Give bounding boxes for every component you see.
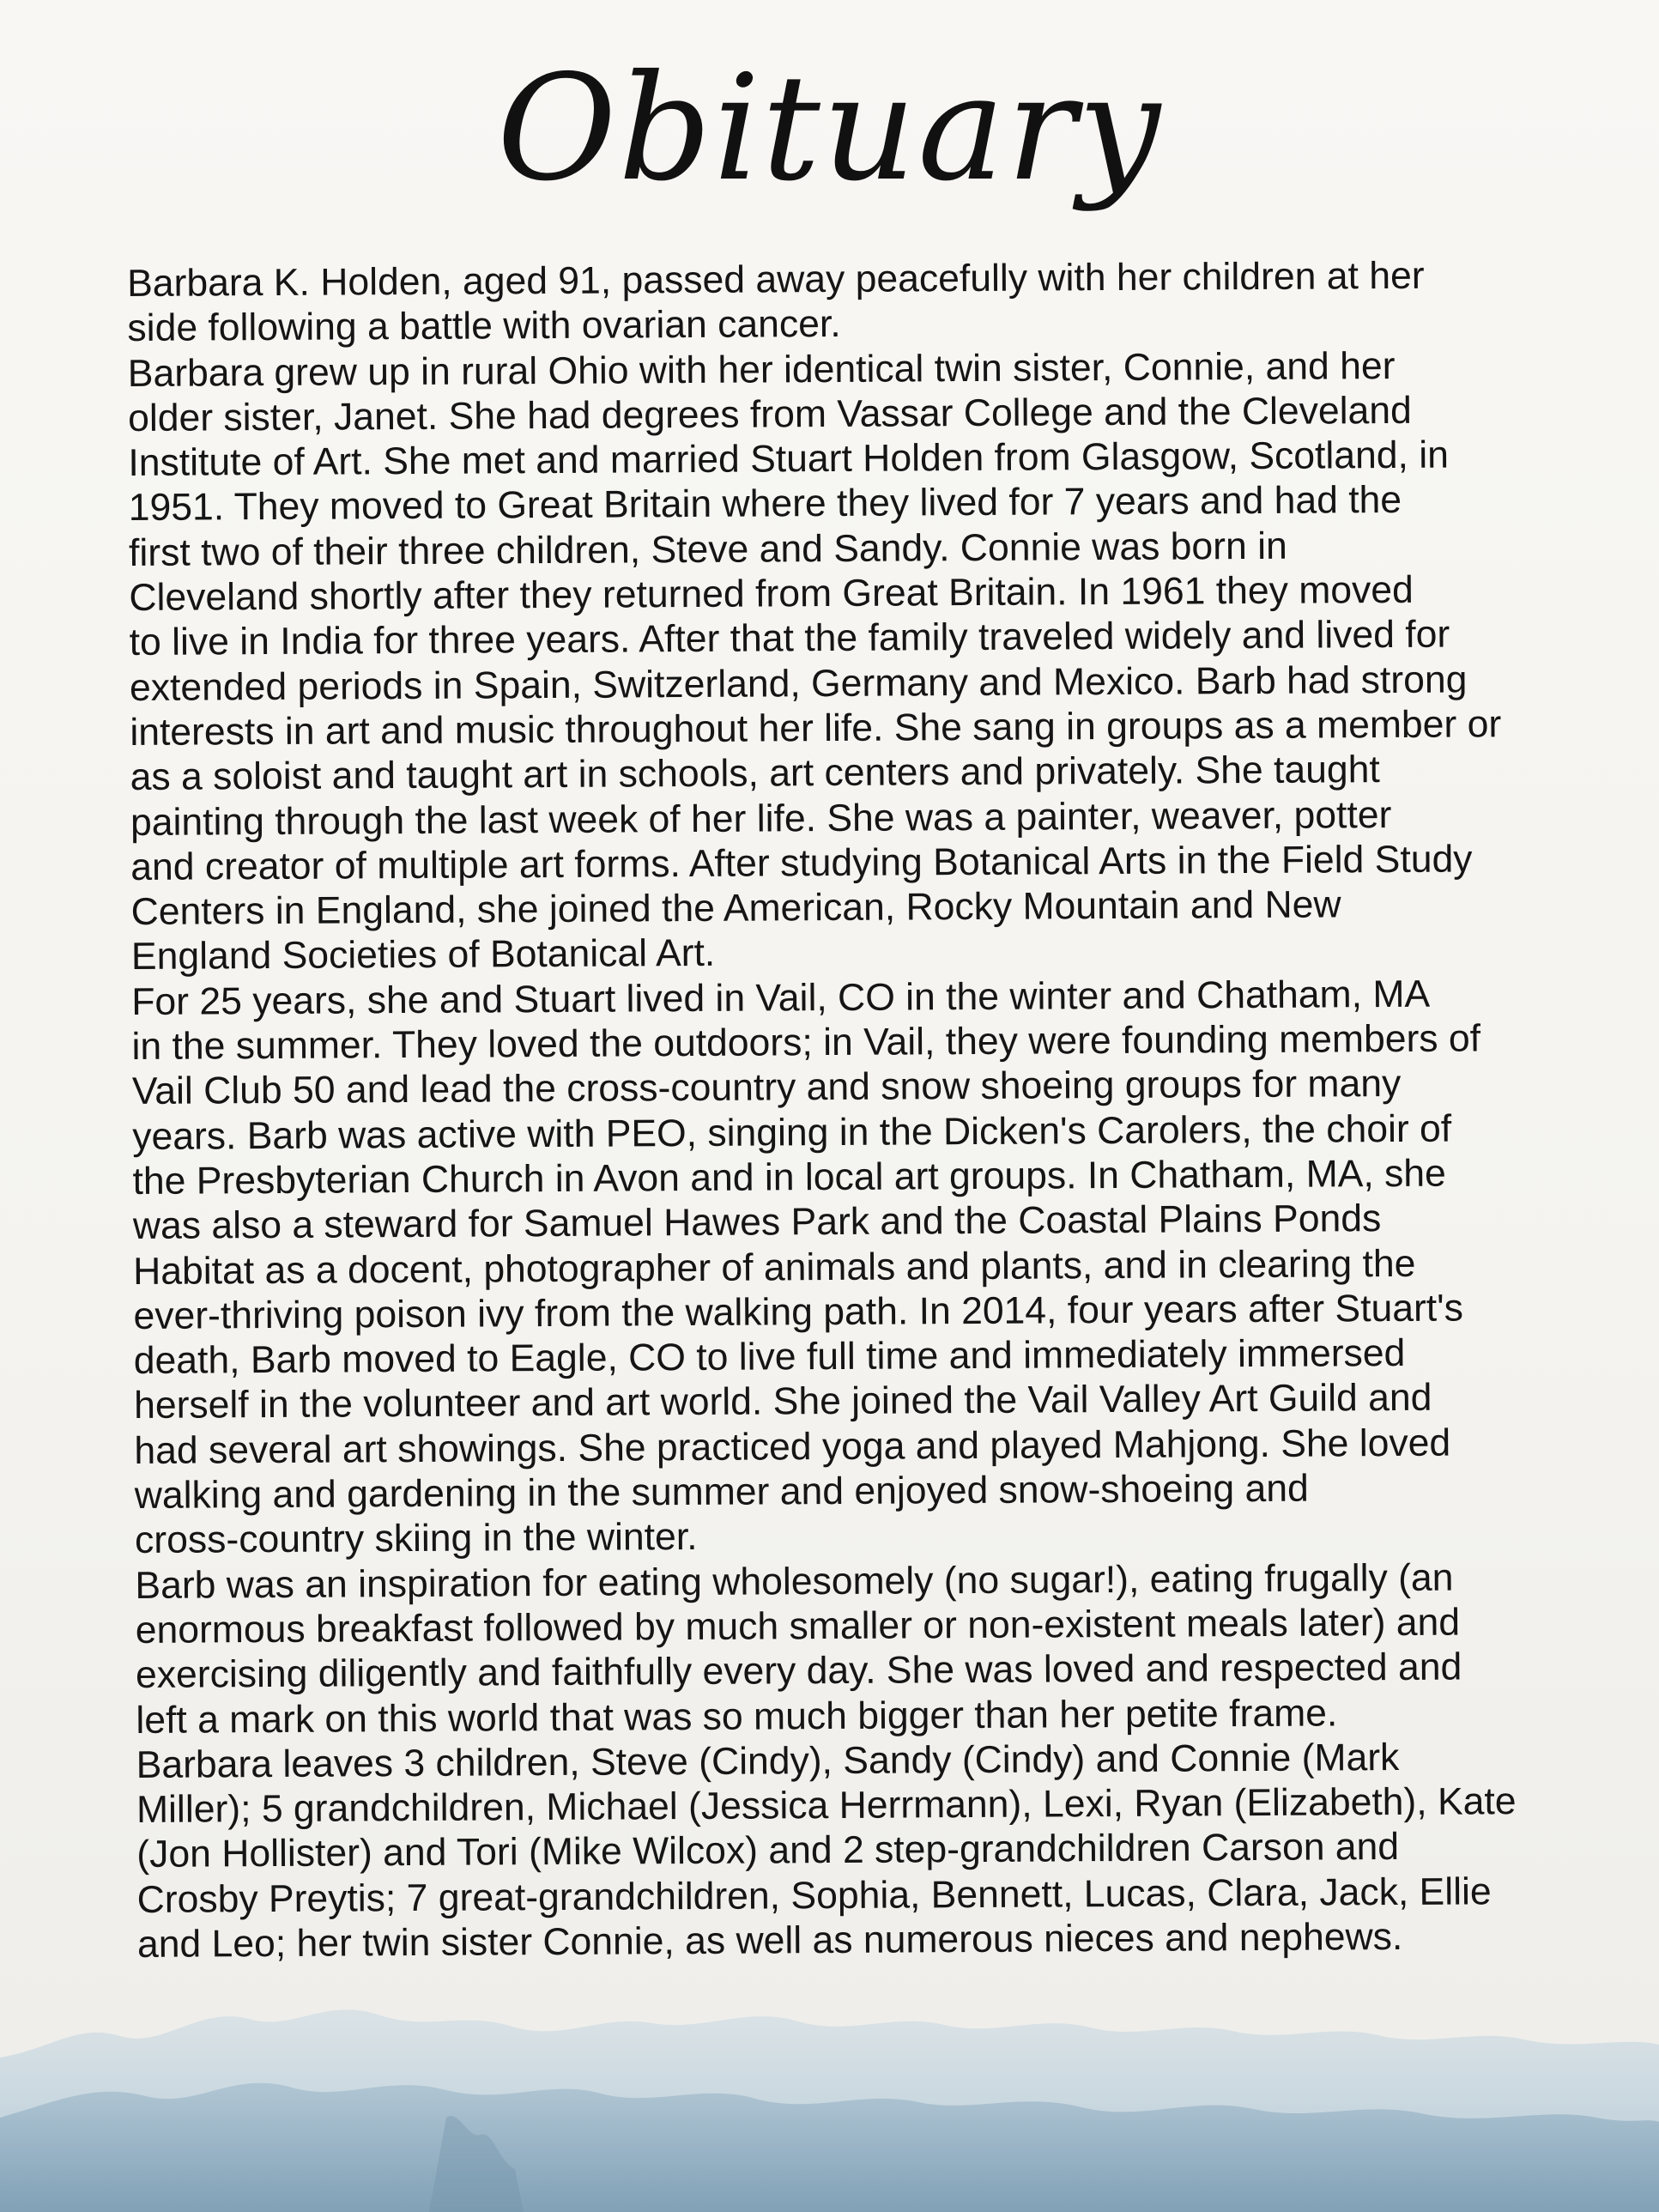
text-line: Miller); 5 grandchildren, Michael (Jessica Herrmann), Lexi, Ryan (Elizabeth), Kate (136, 1780, 1517, 1832)
text-line: extended periods in Spain, Switzerland, Germany and Mexico. Barb had strong (129, 658, 1468, 709)
text-line: cross-country skiing in the winter. (134, 1516, 698, 1562)
text-line: herself in the volunteer and art world. She joined the Vail Valley Art Guild and (133, 1377, 1432, 1427)
text-line: painting through the last week of her life. She was a painter, weaver, potter (130, 793, 1392, 844)
watercolor-border (0, 1989, 1659, 2212)
page-title: Obituary (496, 44, 1163, 214)
text-line: Barb was an inspiration for eating wholesomely (no sugar!), eating frugally (an (135, 1556, 1454, 1607)
text-line: Institute of Art. She met and married Stuart Holden from Glasgow, Scotland, in (128, 433, 1450, 485)
text-line: older sister, Janet. She had degrees from Vassar College and the Cleveland (127, 389, 1412, 439)
text-line: exercising diligently and faithfully every day. She was loved and respected and (135, 1645, 1462, 1697)
text-line: Barbara leaves 3 children, Steve (Cindy), Sandy (Cindy) and Connie (Mark (136, 1736, 1400, 1786)
text-line: Barbara K. Holden, aged 91, passed away peacefully with her children at her (127, 254, 1425, 305)
text-line: For 25 years, she and Stuart lived in Vail, CO in the winter and Chatham, MA (131, 973, 1431, 1023)
text-line: Barbara grew up in rural Ohio with her identical twin sister, Connie, and her (127, 344, 1396, 395)
text-line: enormous breakfast followed by much smaller or non-existent meals later) and (135, 1601, 1461, 1651)
text-line: interests in art and music throughout her life. She sang in groups as a member or (130, 703, 1502, 754)
text-line: Centers in England, she joined the American, Rocky Mountain and New (130, 883, 1341, 934)
text-line: walking and gardening in the summer and enjoyed snow-shoeing and (134, 1467, 1309, 1517)
text-line: as a soloist and taught art in schools, art centers and privately. She taught (130, 748, 1380, 799)
text-line: years. Barb was active with PEO, singing in the Dicken's Carolers, the choir of (132, 1107, 1452, 1158)
text-line: Habitat as a docent, photographer of animals and plants, and in clearing the (133, 1242, 1416, 1293)
text-line: England Societies of Botanical Art. (130, 932, 716, 979)
text-line: ever-thriving poison ivy from the walking path. In 2014, four years after Stuart's (133, 1287, 1464, 1337)
text-line: Vail Club 50 and lead the cross-country and snow shoeing groups for many (131, 1063, 1402, 1113)
text-line: to live in India for three years. After that the family traveled widely and lived for (129, 613, 1450, 664)
text-line: was also a steward for Samuel Hawes Park and the Coastal Plains Ponds (132, 1197, 1382, 1248)
text-line: in the summer. They loved the outdoors; in Vail, they were founding members of (131, 1017, 1481, 1069)
text-line: had several art showings. She practiced yoga and played Mahjong. She loved (134, 1421, 1451, 1472)
text-line: death, Barb moved to Eagle, CO to live full time and immediately immersed (133, 1332, 1406, 1383)
text-line: the Presbyterian Church in Avon and in local art groups. In Chatham, MA, she (132, 1152, 1446, 1203)
text-line: first two of their three children, Steve and Sandy. Connie was born in (128, 524, 1287, 574)
text-line: and Leo; her twin sister Connie, as well as numerous nieces and nephews. (136, 1915, 1403, 1966)
text-line: Cleveland shortly after they returned from Great Britain. In 1961 they moved (129, 568, 1414, 620)
text-line: left a mark on this world that was so much bigger than her petite frame. (136, 1691, 1338, 1742)
text-line: and creator of multiple art forms. After studying Botanical Arts in the Field Study (130, 838, 1473, 888)
obituary-text (127, 253, 1562, 1967)
text-line: 1951. They moved to Great Britain where they lived for 7 years and had the (128, 479, 1402, 530)
text-line: Crosby Preytis; 7 great-grandchildren, Sophia, Bennett, Lucas, Clara, Jack, Ellie (136, 1870, 1492, 1921)
text-line: (Jon Hollister) and Tori (Mike Wilcox) and 2 step-grandchildren Carson and (136, 1826, 1400, 1876)
text-line: side following a battle with ovarian cancer. (127, 303, 841, 350)
